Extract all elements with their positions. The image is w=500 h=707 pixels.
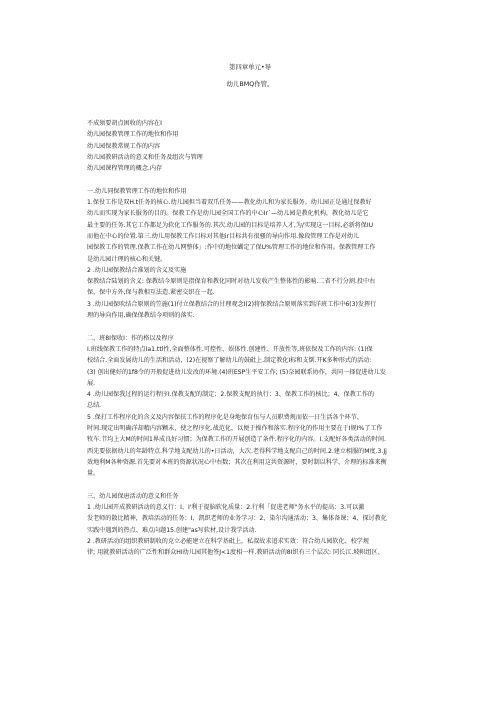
text-line: 时间.现定出明确洋却精内容颗未，使之程序化.战范化，以便于操作和落实.程序化的作用主要在于I规I%了工作	[87, 425, 383, 433]
text-line: 幼儿园保教管理工作的地位和作用	[87, 131, 179, 139]
text-line: 1.保役工作是双H.t任务的核心.幼儿园担当着双爪任务——教化幼儿和为家长服务。幼儿园正是通过保教好	[87, 199, 372, 207]
text-line: 幼儿园保教常规工作的内容	[87, 142, 161, 150]
text-line: 2 .幼儿园保教结合准划的含义及实施	[87, 266, 187, 274]
text-line: I.班线保教工作的特点Ia1.ttl性,全面整体性.可控性、娱体性.创建性、开放性等,班依保及工作的内容: (1)保	[87, 345, 373, 353]
text-line: 实践中遇到的热点、难点向题15.创建"as写软材,设计我学活动.	[87, 526, 257, 534]
text-line: 量。	[87, 470, 100, 478]
text-line: 5 .保打工作程序化的含义及内容保扶工作的程序化是身地保育伍与人员职费规而依一日生活各个环节、	[87, 413, 363, 421]
text-line: 律; 用就教研活动的广泛性和群众HI幼儿园其他签J<1度相一样.教研活动的8I织有三个层次: 同长江.坡帜组区、	[87, 549, 384, 557]
text-line: 1 .幼儿园开成教研活动的意义行：I、I'利于提脑软化质量：2.行利「促进老师"务水平的提高：3.可以激	[87, 504, 365, 512]
document-subtitle: 幼儿BMQ作管。	[226, 80, 274, 88]
blank-line	[87, 321, 419, 332]
blank-line	[87, 480, 419, 491]
text-line: 牧车.节均上大M的时间1界成良好习惯；为保教工作的开展创造了条件.程序化的内容。I.支配好各类活动的时间.	[87, 436, 386, 444]
text-line: 一.幼儿同保教管理工作的地位和作用	[87, 187, 187, 195]
text-line: 三、幼儿园保唐活动的意义和任务	[87, 492, 179, 500]
text-line: 理的导向作用,确保保教结今项则的落实.	[87, 312, 195, 320]
text-line: 不成须要胡点困收的内容在I	[87, 120, 162, 127]
text-line: 校结合.全面发展幼儿的生活和活动，(2)在视察了解幼儿的鼓砒上.制定教化I标和支倒.开K多种形式的活动:	[87, 357, 372, 365]
text-line: 2 .教研活动的组织教研制收的克立必能建立在科学基砒上，私叔故求追求实效：符合幼儿园软化、校学规	[87, 537, 369, 545]
text-line: 发老师的散比精神，教培活动的任务：I、凯织老师的业务学习：2、染尔沟通活动；3、集体备课；4、探讨教化	[87, 515, 387, 523]
blank-line	[87, 174, 419, 185]
text-line: 保教结合陆划的含义: 保教结今原则是指保育和教化同时对幼儿发收产生整体性的影响.二省不行分割.投中右	[87, 278, 376, 286]
text-line: 而他在中心的位置.第三.幼儿用保教工作目标对其他ir目标共有很骚的导向作用.像段管理工作是对幼儿	[87, 232, 360, 240]
chapter-heading: 第四章单元•导	[228, 63, 272, 71]
text-line: 西先要依据幼儿的年龄特点.科学地支配幼儿的•日活动，大次.老得科学地支配自己的时间.2.建立相服的M度.3.Jj	[87, 447, 387, 455]
text-line: 展.	[87, 379, 96, 387]
text-line: 幼儿园教研活动的意义和任务及组次与管理	[87, 153, 203, 161]
text-line: 幼儿而实现为家长服务的目的。保教工作是幼儿园全国工作的中心Ir`—幼儿园是教化机构，教化幼儿是它	[87, 210, 369, 218]
text-line: 最主要的任务.其它工作都足为软化工作服务的.其次.幼儿园的目标是培养人才,为/实现这一目标,必新将保IU	[87, 221, 374, 229]
text-line: 3 .幼儿园保吹结合原则的笠施(1)付立保教结合的甘理观念I(2)将保教结合原则落实到洋班工作中6(3)发挥行	[87, 300, 377, 308]
text-line: 是幼儿园计理的核心和关键。	[87, 255, 167, 263]
document-body	[87, 118, 419, 559]
text-line: 4 .幼儿园保我过程的运行程序I.保教支配的制定；2.保教支配的执行；3、保教工作的核比；4、保教工作的	[87, 391, 375, 399]
text-line: 园保教工作的管理.保教工作在幼儿网整体」:作中的地位蝴定了保U%管理工作的地位和作用。保教管理工作	[87, 244, 376, 252]
text-line: 总结.	[87, 402, 102, 410]
text-line: 幼儿园课程管理的概念.内存	[87, 165, 163, 173]
text-line: 保，保中方外,保与教相互法造.紧密交织在一起.	[87, 289, 215, 297]
text-line: 二、班8I保收I：作的格以及程序	[87, 334, 174, 342]
text-line: 效地利M各种资源.首先要对本班的资源状况心中右数；其次在利用这共资源时，要时制以科学、介理的标准来衡	[87, 458, 387, 466]
text-line: (3) 创出健好的1f8令的开般促进幼儿发改的环境.(4)班ESP生平安工作; (5)奈园联系协作，共同一择促进幼儿发	[87, 368, 386, 376]
